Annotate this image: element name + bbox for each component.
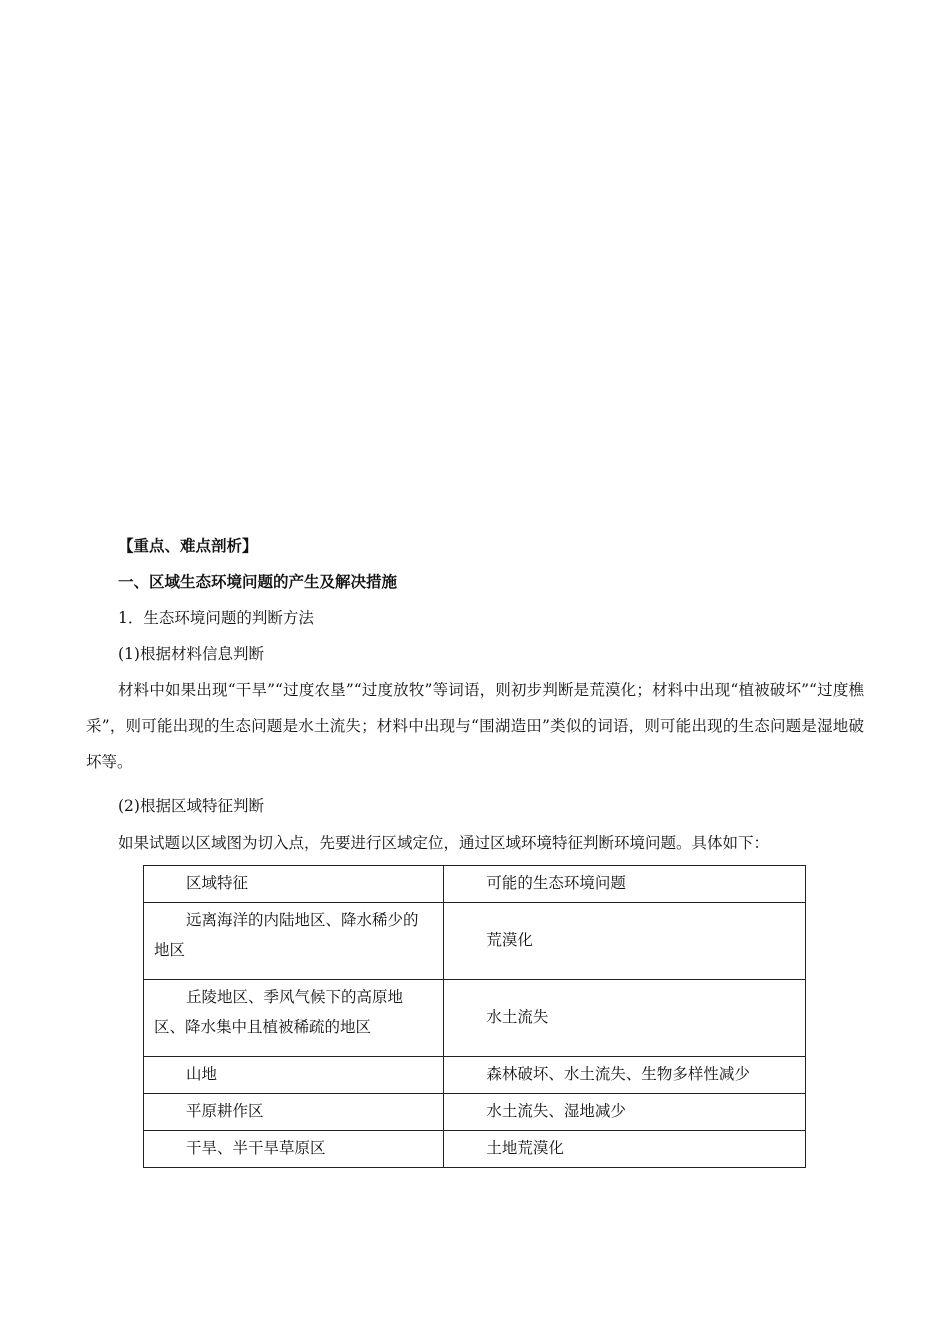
method-2-title: (2)根据区域特征判断 [118,797,264,815]
table-cell-region: 远离海洋的内陆地区、降水稀少的地区 [144,903,444,980]
section-header: 【重点、难点剖析】 [118,537,258,555]
region-problem-table [143,865,806,1168]
table-cell-region: 山地 [144,1057,444,1094]
method-2-paragraph: 如果试题以区域图为切入点，先要进行区域定位，通过区域环境特征判断环境问题。具体如下： [118,834,770,852]
table-cell-region: 丘陵地区、季风气候下的高原地区、降水集中且植被稀疏的地区 [144,980,444,1057]
table-cell-region: 平原耕作区 [144,1094,444,1131]
table-header-row [144,866,806,903]
method-1-title: (1)根据材料信息判断 [118,645,264,663]
table-row [144,903,806,980]
subheading-1: 1．生态环境问题的判断方法 [118,609,314,627]
table-cell-problem: 土地荒漠化 [444,1131,806,1168]
table-cell-region: 干旱、半干旱草原区 [144,1131,444,1168]
table-row [144,1131,806,1168]
table-row [144,1057,806,1094]
table-header-cell: 区域特征 [144,866,444,903]
method-1-paragraph: 材料中如果出现“干旱”“过度农垦”“过度放牧”等词语，则初步判断是荒漠化；材料中出现“植被破坏”“过度樵采”，则可能出现的生态问题是水土流失；材料中出现与“围湖造田”类似的词语，则可能出现的生态问题是湿地破坏等。 [86,681,864,771]
table-cell-problem: 森林破坏、水土流失、生物多样性减少 [444,1057,806,1094]
table-row [144,1094,806,1131]
table-cell-problem: 荒漠化 [444,903,806,980]
table-cell-problem: 水土流失 [444,980,806,1057]
heading-1: 一、区域生态环境问题的产生及解决措施 [118,573,398,591]
table-row [144,980,806,1057]
table-header-cell: 可能的生态环境问题 [444,866,806,903]
table-cell-problem: 水土流失、湿地减少 [444,1094,806,1131]
